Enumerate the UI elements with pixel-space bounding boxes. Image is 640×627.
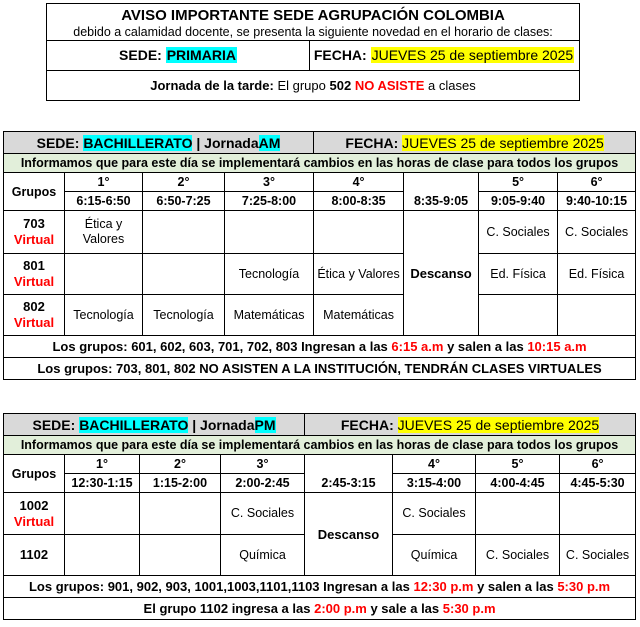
am-class-cell: C. Sociales — [558, 211, 636, 254]
notice-jornada-group: 502 — [329, 78, 352, 93]
notice-sede-label: SEDE: — [119, 47, 162, 63]
am-class-cell: Tecnología — [225, 254, 314, 295]
pm-group-number: 1102 — [19, 547, 49, 562]
pm-fecha-label: FECHA: — [340, 416, 394, 433]
pm-group-cell — [4, 493, 65, 535]
pm-jornada-label: | Jornada — [192, 416, 255, 433]
am-class-cell: Ed. Física — [558, 254, 636, 295]
am-time: 9:05-9:40 — [479, 192, 558, 211]
pm-hour: 5° — [476, 455, 560, 474]
pm-class-cell: C. Sociales — [560, 535, 636, 576]
am-info-row — [4, 154, 636, 173]
pm-class-cell: Química — [393, 535, 476, 576]
pm-hour: 2° — [140, 455, 221, 474]
pm-foot2-out: 5:30 p.m — [442, 601, 496, 616]
am-hour: 3° — [225, 173, 314, 192]
notice-box — [46, 3, 580, 101]
notice-fecha-value: JUEVES 25 de septiembre 2025 — [371, 47, 574, 63]
pm-hour: 3° — [221, 455, 305, 474]
am-foot1-in: 6:15 a.m — [391, 339, 444, 354]
schedule-table-pm — [3, 413, 636, 620]
pm-class-cell — [65, 493, 140, 535]
pm-footer-2 — [4, 598, 636, 620]
pm-foot1-text-2: y salen a las — [477, 579, 554, 594]
pm-class-cell — [560, 493, 636, 535]
am-time: 6:50-7:25 — [143, 192, 225, 211]
am-group-number: 801 — [23, 258, 45, 273]
am-group-number: 802 — [23, 299, 45, 314]
am-class-cell: Matemáticas — [225, 295, 314, 336]
am-class-cell: Matemáticas — [314, 295, 404, 336]
notice-subtitle: debido a calamidad docente, se presenta la siguiente novedad en el horario de clases: — [73, 25, 553, 39]
notice-fecha — [309, 41, 579, 70]
pm-class-cell: C. Sociales — [476, 535, 560, 576]
am-fecha-cell — [314, 132, 636, 154]
am-jornada-value: AM — [258, 134, 281, 151]
pm-hour: 1° — [65, 455, 140, 474]
notice-jornada-label: Jornada de la tarde: — [150, 78, 274, 93]
am-class-cell — [143, 211, 225, 254]
am-sede-cell — [4, 132, 314, 154]
pm-footer-row-2 — [4, 598, 636, 620]
am-class-cell — [225, 211, 314, 254]
pm-class-cell — [140, 493, 221, 535]
am-class-cell: C. Sociales — [479, 211, 558, 254]
notice-jornada — [47, 78, 579, 93]
pm-group-cell — [4, 535, 65, 576]
am-class-cell: Tecnología — [143, 295, 225, 336]
notice-title: AVISO IMPORTANTE SEDE AGRUPACIÓN COLOMBIA — [121, 7, 505, 24]
am-foot1-text-2: y salen a las — [447, 339, 524, 354]
am-jornada-label: | Jornada — [196, 134, 259, 151]
am-group-cell — [4, 254, 65, 295]
pm-footer-row-1 — [4, 576, 636, 598]
notice-jornada-text-2: a clases — [428, 78, 476, 93]
am-hour: 1° — [65, 173, 143, 192]
am-groups-header: Grupos — [4, 173, 65, 211]
am-row-703 — [4, 211, 636, 254]
pm-time: 1:15-2:00 — [140, 474, 221, 493]
notice-sede-value: PRIMARIA — [166, 47, 236, 63]
am-footer-row-2 — [4, 358, 636, 380]
notice-fecha-label: FECHA: — [313, 47, 367, 63]
am-break-cell: Descanso — [404, 211, 479, 336]
pm-class-cell: C. Sociales — [221, 493, 305, 535]
am-class-cell — [65, 254, 143, 295]
pm-class-cell: C. Sociales — [393, 493, 476, 535]
am-sede-value: BACHILLERATO — [83, 134, 193, 151]
am-footer-1 — [4, 336, 636, 358]
pm-time: 2:45-3:15 — [305, 474, 393, 493]
pm-foot2-in: 2:00 p.m — [314, 601, 367, 616]
pm-groups-header: Grupos — [4, 455, 65, 493]
am-hour: 5° — [479, 173, 558, 192]
pm-class-cell — [140, 535, 221, 576]
am-group-cell — [4, 211, 65, 254]
pm-group-mode: Virtual — [13, 513, 55, 529]
am-class-cell: Ética y Valores — [314, 254, 404, 295]
am-class-cell — [479, 295, 558, 336]
notice-sede — [47, 41, 310, 70]
am-time: 8:00-8:35 — [314, 192, 404, 211]
am-hours-row — [4, 173, 636, 192]
am-time: 9:40-10:15 — [558, 192, 636, 211]
pm-foot1-in: 12:30 p.m — [413, 579, 474, 594]
pm-time: 12:30-1:15 — [65, 474, 140, 493]
am-hour: 2° — [143, 173, 225, 192]
pm-foot2-text-2: y sale a las — [370, 601, 440, 616]
schedule-table-am — [3, 131, 636, 380]
am-sede-label: SEDE: — [36, 134, 80, 151]
pm-jornada-value: PM — [254, 416, 276, 433]
pm-hours-row — [4, 455, 636, 474]
pm-break-cell: Descanso — [305, 493, 393, 576]
am-group-cell — [4, 295, 65, 336]
pm-time: 3:15-4:00 — [393, 474, 476, 493]
notice-jornada-status: NO ASISTE — [354, 78, 425, 93]
pm-info-row — [4, 436, 636, 455]
am-class-cell: Tecnología — [65, 295, 143, 336]
pm-header-row — [4, 414, 636, 436]
pm-time: 4:45-5:30 — [560, 474, 636, 493]
am-fecha-value: JUEVES 25 de septiembre 2025 — [402, 134, 604, 151]
pm-times-row — [4, 474, 636, 493]
notice-sede-fecha-row — [47, 40, 579, 71]
am-class-cell: Ed. Física — [479, 254, 558, 295]
am-group-number: 703 — [23, 216, 45, 231]
pm-row-1002 — [4, 493, 636, 535]
am-header-row — [4, 132, 636, 154]
am-footer-row-1 — [4, 336, 636, 358]
pm-sede-cell — [4, 414, 305, 436]
pm-class-cell: Química — [221, 535, 305, 576]
pm-foot1-text-1: Los grupos: 901, 902, 903, 1001,1003,1101,1103 Ingresan a las — [28, 579, 410, 594]
pm-foot2-text-1: El grupo 1102 ingresa a las — [143, 601, 311, 616]
am-hour: 4° — [314, 173, 404, 192]
am-row-801 — [4, 254, 636, 295]
pm-fecha-cell — [305, 414, 636, 436]
am-class-cell: Ética y Valores — [65, 211, 143, 254]
pm-class-cell — [65, 535, 140, 576]
notice-jornada-text-1: El grupo — [277, 78, 326, 93]
pm-time: 2:00-2:45 — [221, 474, 305, 493]
am-times-row — [4, 192, 636, 211]
am-group-mode: Virtual — [13, 274, 55, 289]
am-class-cell — [314, 211, 404, 254]
am-hour — [404, 173, 479, 192]
am-time: 6:15-6:50 — [65, 192, 143, 211]
am-footer-2: Los grupos: 703, 801, 802 NO ASISTEN A LA INSTITUCIÓN, TENDRÁN CLASES VIRTUALES — [4, 358, 636, 380]
pm-class-cell — [476, 493, 560, 535]
am-foot1-out: 10:15 a.m — [527, 339, 587, 354]
am-fecha-label: FECHA: — [345, 134, 399, 151]
pm-time: 4:00-4:45 — [476, 474, 560, 493]
pm-sede-label: SEDE: — [32, 416, 76, 433]
pm-hour — [305, 455, 393, 474]
am-time: 7:25-8:00 — [225, 192, 314, 211]
pm-foot1-out: 5:30 p.m — [557, 579, 611, 594]
pm-info: Informamos que para este día se implementará cambios en las horas de clase para todos los grupos — [4, 436, 636, 455]
am-hour: 6° — [558, 173, 636, 192]
am-class-cell — [558, 295, 636, 336]
pm-hour: 6° — [560, 455, 636, 474]
am-time: 8:35-9:05 — [404, 192, 479, 211]
am-row-802 — [4, 295, 636, 336]
pm-footer-1 — [4, 576, 636, 598]
pm-group-number: 1002 — [19, 497, 49, 513]
pm-sede-value: BACHILLERATO — [79, 416, 189, 433]
am-info: Informamos que para este día se implementará cambios en las horas de clase para todos los grupos — [4, 154, 636, 173]
am-foot1-text-1: Los grupos: 601, 602, 603, 701, 702, 803 Ingresan a las — [52, 339, 388, 354]
am-group-mode: Virtual — [13, 232, 55, 247]
pm-fecha-value: JUEVES 25 de septiembre 2025 — [397, 416, 600, 433]
pm-hour: 4° — [393, 455, 476, 474]
am-class-cell — [143, 254, 225, 295]
am-group-mode: Virtual — [13, 315, 55, 330]
